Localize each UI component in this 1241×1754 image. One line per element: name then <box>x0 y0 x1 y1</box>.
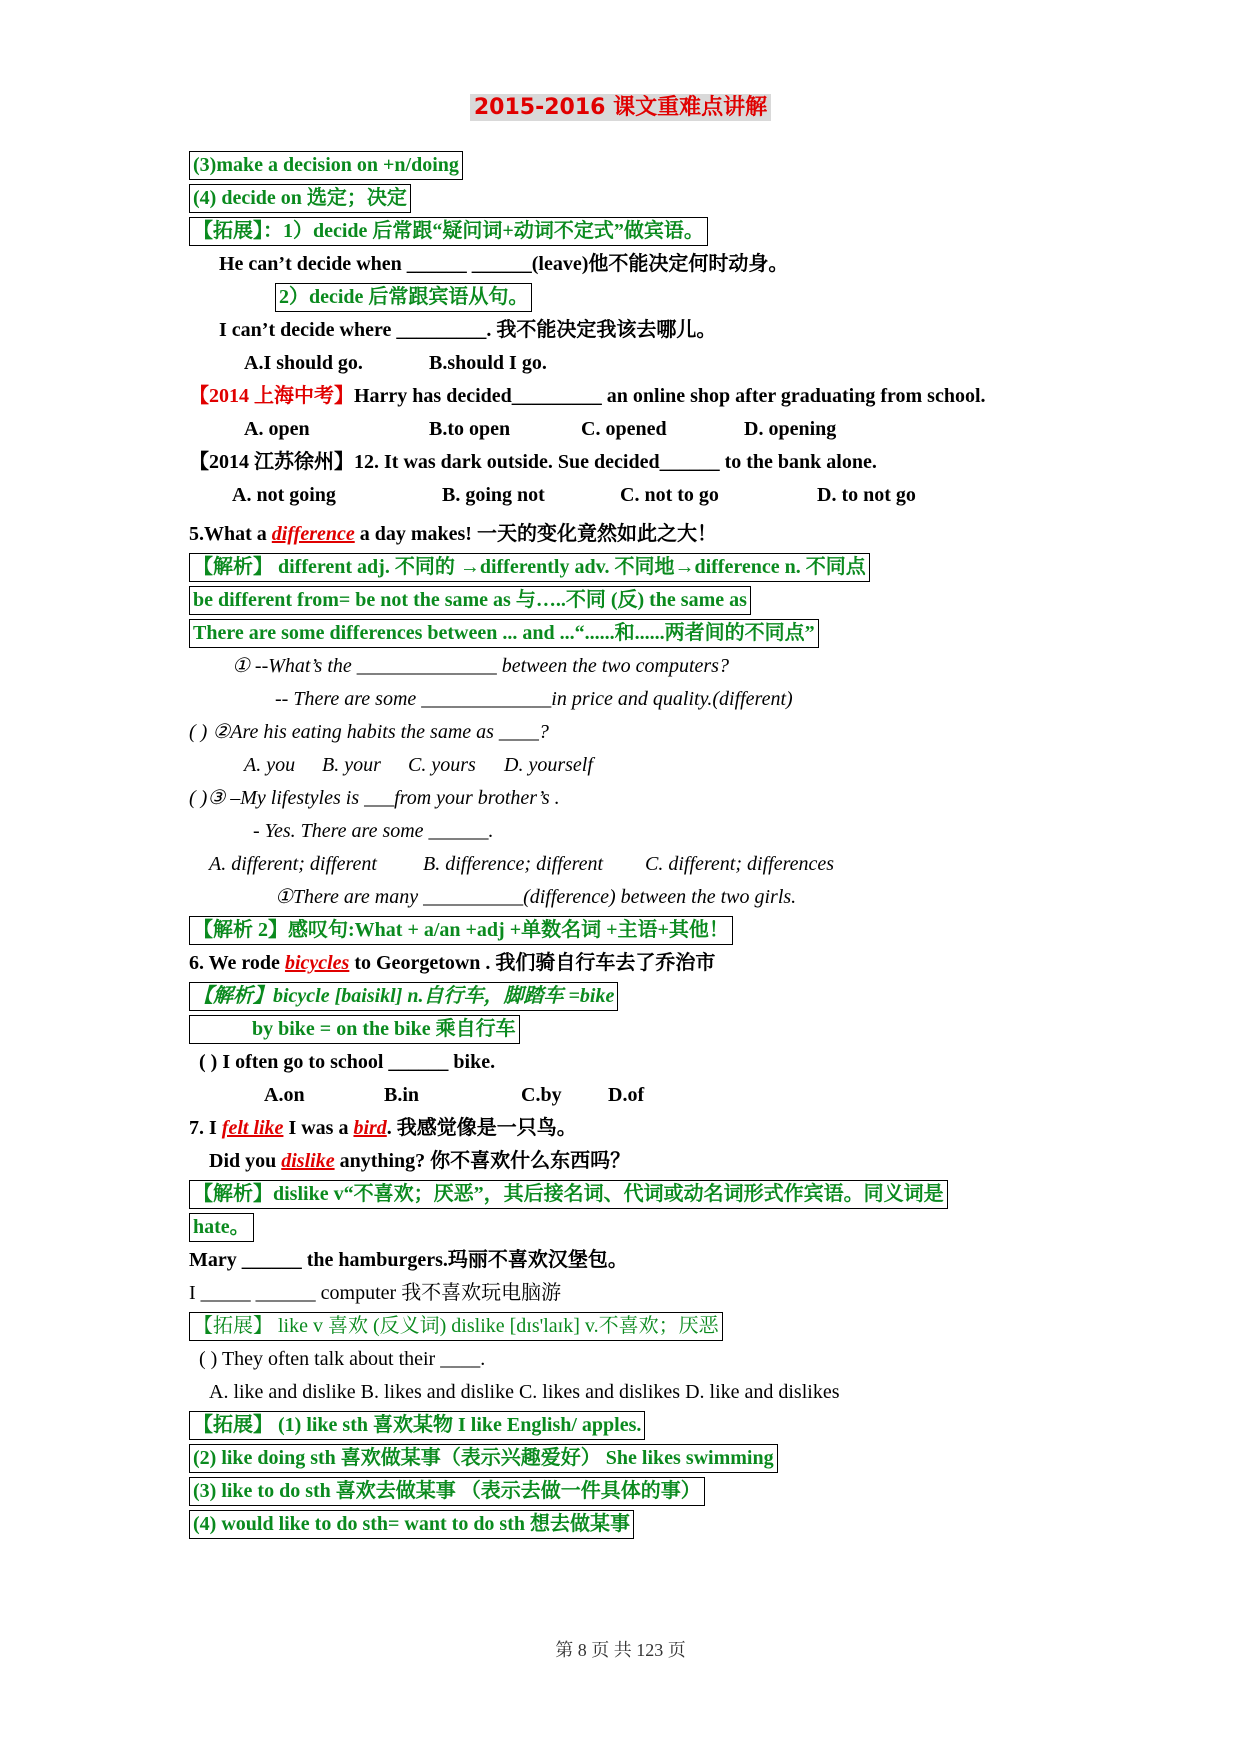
exercise-question: I _____ ______ computer 我不喜欢玩电脑游 <box>189 1282 562 1304</box>
option: B.should I go. <box>429 352 547 374</box>
exercise-question: - Yes. There are some ______. <box>253 820 494 842</box>
option: C.by <box>521 1084 562 1106</box>
note-box: by bike = on the bike 乘自行车 <box>189 1015 520 1044</box>
page-title <box>0 90 1241 121</box>
keyword: dislike <box>281 1150 335 1172</box>
note-box: 【拓展】 (1) like sth 喜欢某物 I like English/ apples. <box>189 1411 645 1440</box>
note-box: 【解析】bicycle [baisikl] n.自行车，脚踏车 =bike <box>189 982 618 1011</box>
answer-options: A. like and dislike B. likes and dislike C. likes and dislikes D. like and dislikes <box>209 1381 840 1403</box>
example-sentence: -- There are some _____________in price and quality.(different) <box>275 688 793 710</box>
note-box: 2）decide 后常跟宾语从句。 <box>275 283 532 312</box>
answer-options <box>189 849 1069 882</box>
keyword: difference <box>271 523 355 545</box>
exam-tag: 【2014 上海中考】 <box>189 385 354 407</box>
exercise-question: ( ) They often talk about their ____. <box>199 1348 486 1370</box>
option: C. different; differences <box>645 853 835 875</box>
exercise-question: ①There are many __________(difference) between the two girls. <box>275 886 797 908</box>
note-box: be different from= be not the same as 与…..不同 (反) the same as <box>189 586 751 615</box>
option: D. yourself <box>504 754 593 776</box>
section-heading: 7. I felt like I was a bird. 我感觉像是一只鸟。 <box>189 1117 577 1139</box>
page-title-text: 2015-2016 课文重难点讲解 <box>470 94 771 121</box>
keyword: bicycles <box>284 952 350 974</box>
section-heading: 6. We rode bicycles to Georgetown . 我们骑自行车去了乔治市 <box>189 952 716 974</box>
answer-options <box>189 750 1069 783</box>
option: A. you <box>244 754 296 776</box>
note-box: There are some differences between ... and ...“......和......两者间的不同点” <box>189 619 819 648</box>
answer-options <box>189 414 1069 447</box>
note-box: 【解析】dislike v“不喜欢；厌恶”，其后接名词、代词或动名词形式作宾语。同义词是 <box>189 1180 948 1209</box>
keyword: bird <box>353 1117 387 1139</box>
option: D.of <box>608 1084 645 1106</box>
answer-options <box>189 480 1069 513</box>
answer-options <box>189 1080 1069 1113</box>
page-content <box>189 150 1069 1542</box>
option: D. opening <box>744 418 837 440</box>
page-footer: 第 8 页 共 123 页 <box>555 1640 686 1660</box>
note-box: (4) would like to do sth= want to do sth 想去做某事 <box>189 1510 634 1539</box>
option: A. different; different <box>209 853 377 875</box>
option: A.on <box>264 1084 305 1106</box>
option: A.I should go. <box>244 352 363 374</box>
option: D. to not go <box>817 484 916 506</box>
exam-question <box>189 381 1069 414</box>
option: C. opened <box>581 418 667 440</box>
exercise-question: Mary ______ the hamburgers.玛丽不喜欢汉堡包。 <box>189 1249 628 1271</box>
note-box: (2) like doing sth 喜欢做某事（表示兴趣爱好） She likes swimming <box>189 1444 778 1473</box>
option: A. not going <box>232 484 336 506</box>
exercise-question: ( ) I often go to school ______ bike. <box>199 1051 496 1073</box>
answer-options <box>189 348 1069 381</box>
note-box: 【拓展】 like v 喜欢 (反义词) dislike [dɪs'laɪk] v.不喜欢；厌恶 <box>189 1312 723 1341</box>
section-heading: 5.What a difference a day makes! 一天的变化竟然如此之大！ <box>189 523 717 545</box>
exercise-question: ( ) ②Are his eating habits the same as ____? <box>189 721 549 743</box>
option: A. open <box>244 418 310 440</box>
example-sentence: Did you dislike anything? 你不喜欢什么东西吗？ <box>209 1150 631 1172</box>
note-box: (3) like to do sth 喜欢去做某事 （表示去做一件具体的事） <box>189 1477 705 1506</box>
note-box: 【拓展】：1）decide 后常跟“疑问词+动词不定式”做宾语。 <box>189 217 708 246</box>
option: C. not to go <box>620 484 719 506</box>
example-sentence: ① --What’s the ______________ between the two computers? <box>232 655 729 677</box>
note-box: (3)make a decision on +n/doing <box>189 151 463 180</box>
option: C. yours <box>408 754 476 776</box>
option: B. going not <box>442 484 545 506</box>
note-box: 【解析】 different adj. 不同的 →differently adv. 不同地→difference n. 不同点 <box>189 553 870 582</box>
option: B. difference; different <box>423 853 604 875</box>
option: B. your <box>322 754 381 776</box>
example-sentence: He can’t decide when ______ ______(leave)他不能决定何时动身。 <box>219 253 789 275</box>
option: B.in <box>384 1084 420 1106</box>
example-sentence: I can’t decide where _________. 我不能决定我该去哪儿。 <box>219 319 717 341</box>
exercise-question: ( )③ –My lifestyles is ___from your brother’s . <box>189 787 560 809</box>
exam-question: 【2014 江苏徐州】12. It was dark outside. Sue decided______ to the bank alone. <box>189 451 877 473</box>
note-box: (4) decide on 选定；决定 <box>189 184 411 213</box>
question-text: Harry has decided_________ an online shop after graduating from school. <box>354 385 986 407</box>
keyword: felt like <box>221 1117 284 1139</box>
option: B.to open <box>429 418 511 440</box>
note-box: hate。 <box>189 1213 254 1242</box>
note-box: 【解析 2】感叹句:What + a/an +adj +单数名词 +主语+其他！ <box>189 916 733 945</box>
